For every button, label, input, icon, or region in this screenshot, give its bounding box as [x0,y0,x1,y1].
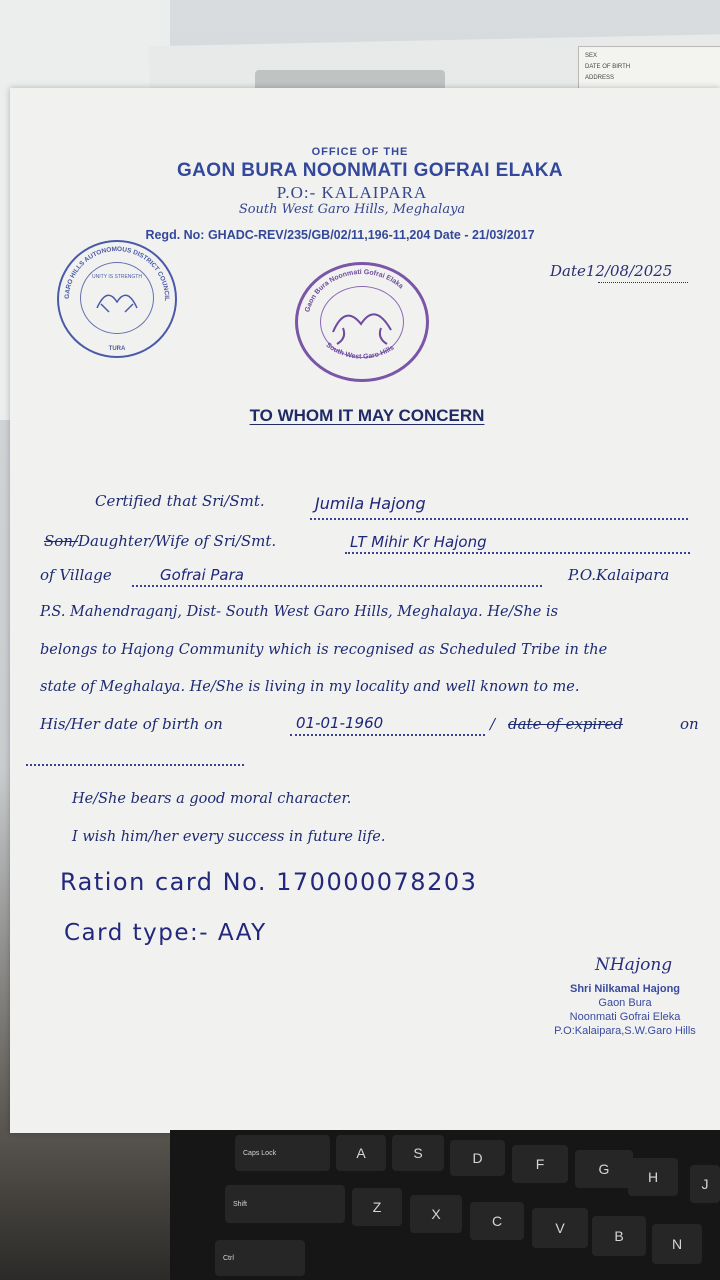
seal-place: TURA [108,346,126,352]
seal-motto: UNITY IS STRENGTH [92,274,142,280]
fill-dots [26,764,244,766]
certificate-heading: TO WHOM IT MAY CONCERN [249,406,485,425]
character-line: He/She bears a good moral character. [72,791,352,807]
wish-line: I wish him/her every success in future life. [72,829,386,845]
issue-date [550,262,672,280]
key-v: V [532,1208,588,1248]
fill-dots [290,734,485,736]
signatory-address: P.O:Kalaipara,S.W.Garo Hills [554,1025,696,1037]
relation-label [44,532,276,550]
caps-lock-key: Caps Lock [235,1135,330,1171]
key-x: X [410,1195,462,1233]
ration-card-number: Ration card No. 170000078203 [60,868,478,896]
key-z: Z [352,1188,402,1226]
fill-dots [345,552,690,554]
relative-name: LT Mihir Kr Hajong [350,533,487,551]
header-district: South West Garo Hills, Meghalaya [238,202,466,217]
date-label: Date [550,262,586,280]
key-a: A [336,1135,386,1171]
date-underline [598,282,688,283]
key-c: C [470,1202,524,1240]
separator: / [490,715,496,733]
id-card-line: SEX [585,53,598,59]
signatory-role: Gaon Bura [598,997,652,1009]
fill-dots [132,585,542,587]
locality-line: state of Meghalaya. He/She is living in my locality and well known to me. [40,679,580,695]
dob-label: His/Her date of birth on [40,715,223,733]
struck-expired: date of expired [508,715,623,733]
key-b: B [592,1216,646,1256]
key-n: N [652,1224,702,1264]
relation-text: Daughter/Wife of Sri/Smt. [78,532,277,550]
key-d: D [450,1140,505,1176]
id-card-line: DATE OF BIRTH [585,64,631,70]
community-line: belongs to Hajong Community which is recognised as Scheduled Tribe in the [40,642,608,658]
district-council-seal-graphic [57,240,177,358]
date-of-birth: 01-01-1960 [296,714,384,732]
police-station-line: P.S. Mahendraganj, Dist- South West Garo Hills, Meghalaya. He/She is [40,604,559,620]
post-office: P.O.Kalaipara [568,566,670,584]
struck-son: Son/ [44,532,79,550]
key-g: G [575,1150,633,1188]
holder-name: Jumila Hajong [315,494,426,513]
key-s: S [392,1135,444,1171]
key-f: F [512,1145,568,1183]
gaon-bura-seal-graphic [295,262,429,382]
certified-label: Certified that Sri/Smt. [95,492,265,510]
id-card-line: ADDRESS [585,75,615,81]
header-office: OFFICE OF THE [311,146,409,158]
signatory-org: Noonmati Gofrai Eleka [569,1011,681,1023]
seal-ring-text: GARO HILLS AUTONOMOUS DISTRICT COUNCIL [63,245,171,302]
seal-ring-top: Gaon Bura Noonmati Gofrai Elaka [304,268,405,314]
village-name: Gofrai Para [160,566,244,584]
shift-key: Shift [225,1185,345,1223]
signatory-name: Shri Nilkamal Hajong [569,983,681,995]
key-h: H [628,1158,678,1196]
card-type: Card type:- AAY [64,920,267,946]
ctrl-key: Ctrl [215,1240,305,1276]
seal-ring-bottom: South West Garo Hills [324,341,396,361]
signature-scribble: NHajong [595,955,673,975]
fill-dots [310,518,688,520]
village-label: of Village [40,566,112,584]
on-text: on [680,715,699,733]
header-regd: Regd. No: GHADC-REV/235/GB/02/11,196-11,204 Date - 21/03/2017 [145,228,535,242]
header-title: GAON BURA NOONMATI GOFRAI ELAKA [176,160,564,181]
header-po: P.O:- KALAIPARA [276,183,428,202]
key-j: J [690,1165,720,1203]
date-value: 12/08/2025 [585,262,673,280]
